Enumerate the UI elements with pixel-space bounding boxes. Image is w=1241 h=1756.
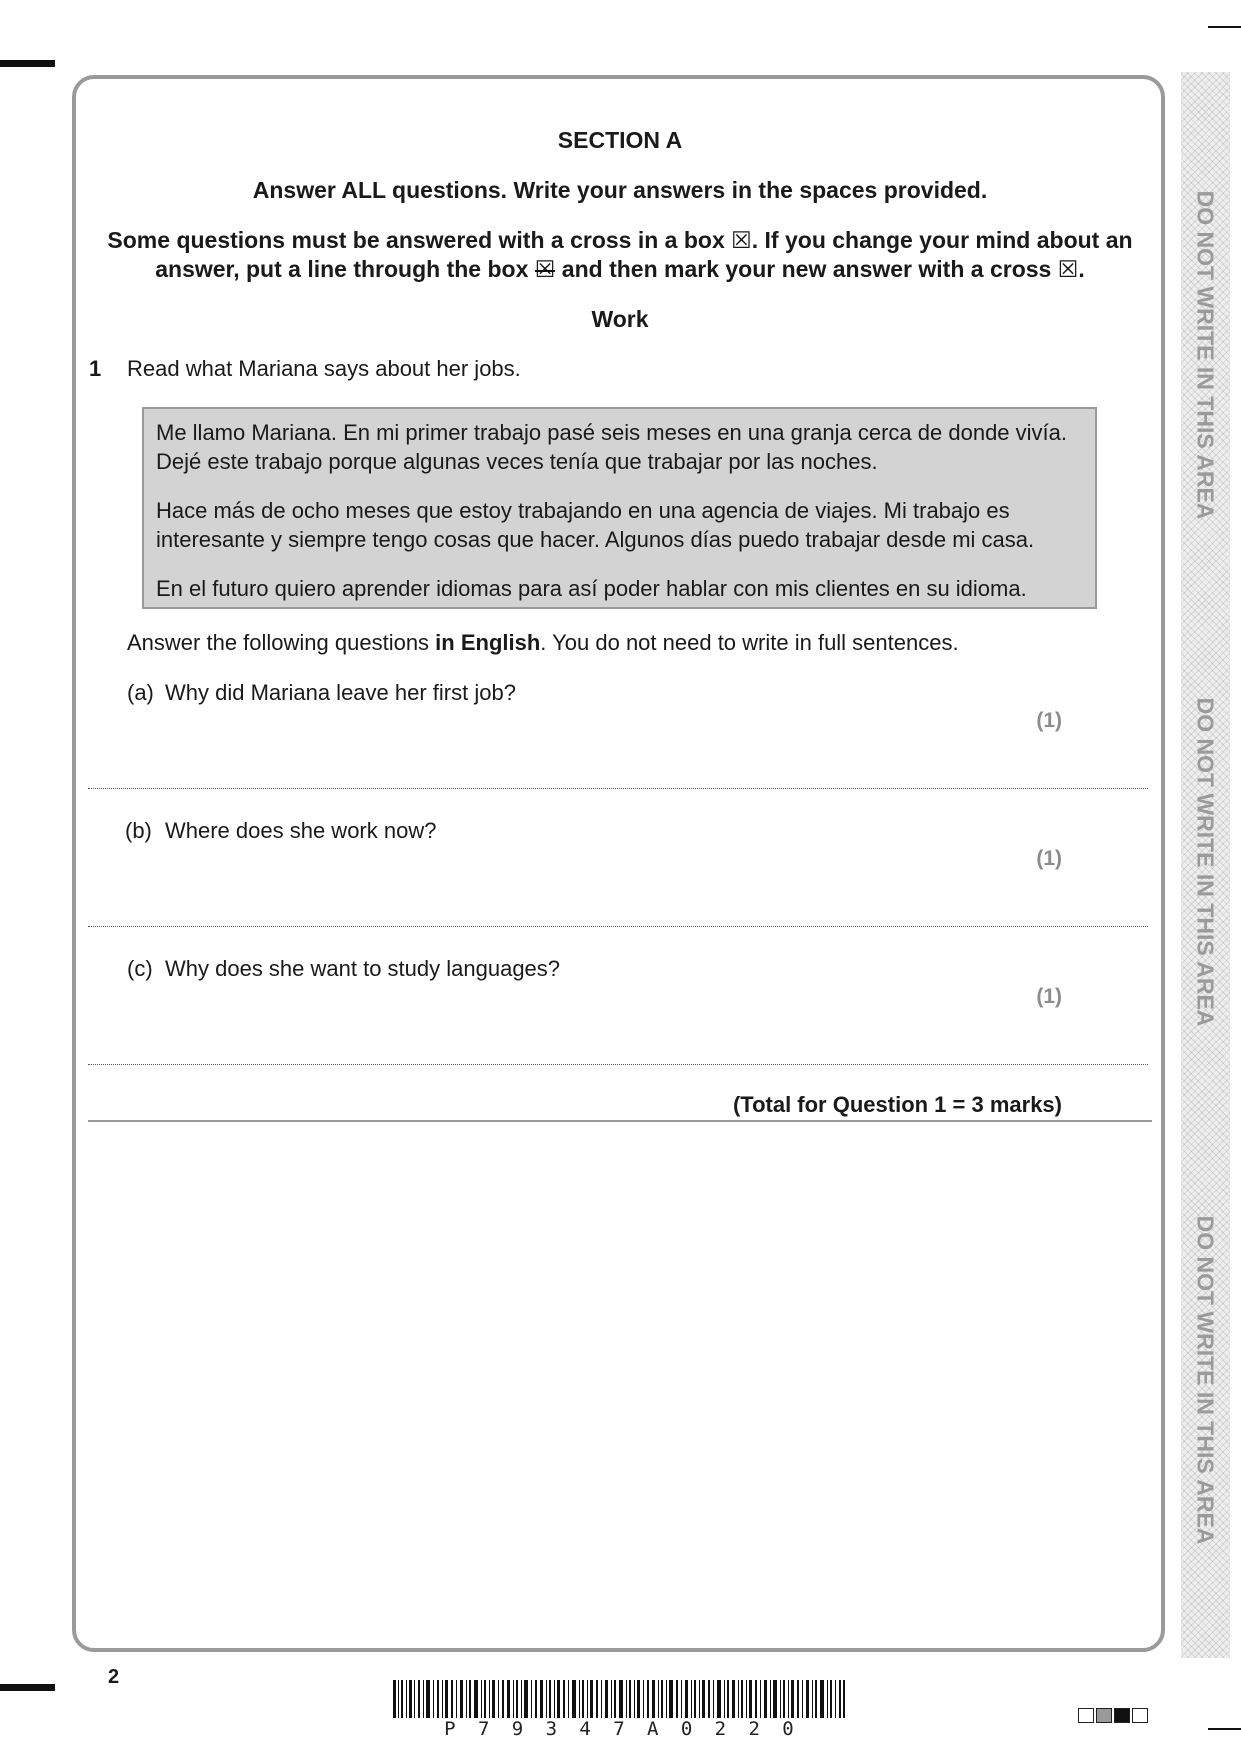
- code-box-grey: [1096, 1708, 1112, 1723]
- question-prompt: Read what Mariana says about her jobs.: [127, 356, 521, 381]
- struck-cross-box-icon: ☒: [534, 257, 556, 283]
- part-b-question: Where does she work now?: [165, 818, 437, 843]
- passage-paragraph: En el futuro quiero aprender idiomas para así poder hablar con mis clientes en su idioma.: [156, 576, 1027, 601]
- part-c-question: Why does she want to study languages?: [165, 956, 561, 981]
- instruction-line-1: Answer ALL questions. Write your answers in the spaces provided.: [252, 177, 988, 203]
- corner-mark-top: [1208, 0, 1241, 28]
- barcode-number: P 7 9 3 4 7 A 0 2 2 0: [444, 1718, 794, 1740]
- barcode: [393, 1680, 845, 1718]
- page-number: 2: [108, 1666, 120, 1688]
- part-b-label: (b): [125, 818, 152, 843]
- question-number: 1: [89, 356, 102, 381]
- part-c-marks: (1): [1036, 985, 1062, 1008]
- edge-mark-top: [0, 60, 55, 67]
- part-a-question: Why did Mariana leave her first job?: [165, 680, 516, 705]
- corner-mark-bottom: [1208, 1728, 1241, 1756]
- part-a-marks: (1): [1036, 709, 1062, 732]
- code-box-empty: [1078, 1708, 1094, 1723]
- topic-heading: Work: [591, 306, 649, 332]
- cross-box-icon: ☒: [731, 228, 752, 254]
- section-title: SECTION A: [557, 127, 683, 153]
- reading-passage: [142, 407, 1097, 609]
- question-end-rule: [88, 1120, 1152, 1122]
- answer-line-b[interactable]: [88, 926, 1148, 927]
- answer-line-c[interactable]: [88, 1064, 1148, 1065]
- page-code-boxes: [1078, 1708, 1148, 1723]
- instruction-line-3: answer, put a line through the box ☒ and then mark your new answer with a cross ☒.: [155, 256, 1085, 283]
- edge-mark-bottom: [0, 1684, 55, 1691]
- question-total: (Total for Question 1 = 3 marks): [732, 1092, 1062, 1117]
- code-box-black: [1114, 1708, 1130, 1723]
- code-box-empty: [1132, 1708, 1148, 1723]
- part-c-label: (c): [127, 956, 153, 981]
- cross-box-icon: ☒: [1057, 257, 1079, 283]
- passage-paragraph: Hace más de ocho meses que estoy trabajando en una agencia de viajes. Mi trabajo es interesante y siempre tengo cosas que hacer. Algunos días puedo trabajar desde mi casa.: [156, 498, 1035, 552]
- instruction-line-2: Some questions must be answered with a cross in a box ☒. If you change your mind about an: [107, 227, 1133, 254]
- passage-paragraph: Me llamo Mariana. En mi primer trabajo pasé seis meses en una granja cerca de donde vivía. Dejé este trabajo porque algunas veces tenía que trabajar por las noches.: [156, 420, 1068, 474]
- part-b-marks: (1): [1036, 847, 1062, 870]
- answer-instruction: Answer the following questions in English. You do not need to write in full sentences.: [127, 630, 959, 655]
- answer-line-a[interactable]: [88, 788, 1148, 789]
- part-a-label: (a): [127, 680, 154, 705]
